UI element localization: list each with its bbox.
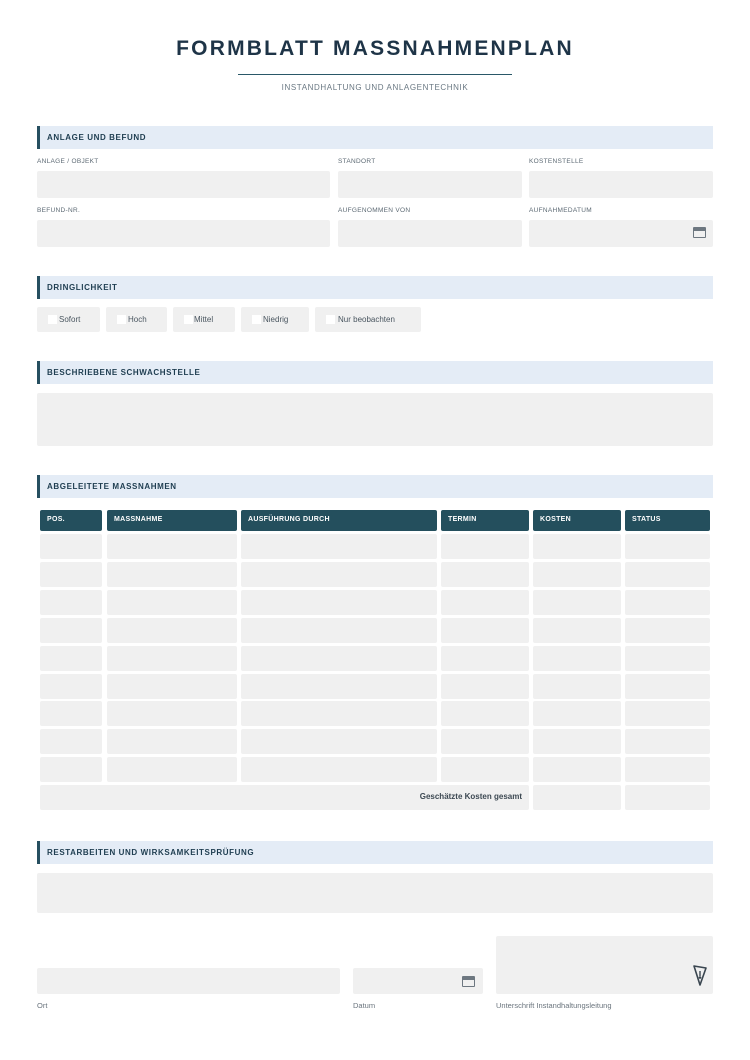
total-row-label-cell <box>40 785 529 810</box>
table-cell-ausfuehrung[interactable] <box>241 729 437 754</box>
table-cell-termin[interactable] <box>441 646 529 671</box>
table-cell-massnahme[interactable] <box>107 757 237 782</box>
urgency-option-mittel[interactable] <box>173 307 235 332</box>
table-cell-ausfuehrung[interactable] <box>241 757 437 782</box>
table-cell-pos[interactable] <box>40 701 102 726</box>
table-cell-pos[interactable] <box>40 729 102 754</box>
table-cell-massnahme[interactable] <box>107 590 237 615</box>
table-cell-termin[interactable] <box>441 562 529 587</box>
table-cell-kosten[interactable] <box>533 646 621 671</box>
column-header-label: MASSNAHME <box>114 516 163 523</box>
table-cell-ausfuehrung[interactable] <box>241 618 437 643</box>
anlage-objekt-field[interactable] <box>37 171 330 198</box>
form-subtitle: INSTANDHALTUNG UND ANLAGENTECHNIK <box>281 83 469 92</box>
ort-label: Ort <box>37 1001 48 1010</box>
urgency-checkbox[interactable] <box>117 315 126 324</box>
aufnahmedatum-label: AUFNAHMEDATUM <box>529 207 592 214</box>
table-cell-pos[interactable] <box>40 618 102 643</box>
column-header-massnahme <box>107 510 237 531</box>
standort-field[interactable] <box>338 171 522 198</box>
urgency-label: Hoch <box>128 315 147 324</box>
table-cell-status[interactable] <box>625 590 710 615</box>
total-costs-label: Geschätzte Kosten gesamt <box>419 792 522 801</box>
table-cell-kosten[interactable] <box>533 590 621 615</box>
urgency-label: Niedrig <box>263 315 289 324</box>
signature-field[interactable] <box>496 936 713 994</box>
table-cell-status[interactable] <box>625 701 710 726</box>
restarbeiten-textarea[interactable] <box>37 873 713 913</box>
urgency-checkbox[interactable] <box>184 315 193 324</box>
aufnahmedatum-field[interactable] <box>529 220 713 247</box>
table-cell-kosten[interactable] <box>533 534 621 559</box>
table-cell-ausfuehrung[interactable] <box>241 534 437 559</box>
table-cell-massnahme[interactable] <box>107 729 237 754</box>
section-header-restarbeiten <box>37 841 713 864</box>
urgency-option-hoch[interactable] <box>106 307 167 332</box>
unterschrift-label: Unterschrift Instandhaltungsleitung <box>496 1001 612 1010</box>
table-cell-massnahme[interactable] <box>107 562 237 587</box>
ort-field[interactable] <box>37 968 340 994</box>
table-cell-pos[interactable] <box>40 757 102 782</box>
table-cell-pos[interactable] <box>40 534 102 559</box>
table-cell-termin[interactable] <box>441 729 529 754</box>
table-cell-kosten[interactable] <box>533 674 621 699</box>
table-cell-ausfuehrung[interactable] <box>241 590 437 615</box>
section-title: ANLAGE UND BEFUND <box>47 133 147 142</box>
table-cell-kosten[interactable] <box>533 757 621 782</box>
total-status-cell <box>625 785 710 810</box>
table-cell-ausfuehrung[interactable] <box>241 701 437 726</box>
table-cell-termin[interactable] <box>441 757 529 782</box>
urgency-option-niedrig[interactable] <box>241 307 309 332</box>
section-header-massnahmen <box>37 475 713 498</box>
section-title: BESCHRIEBENE SCHWACHSTELLE <box>47 368 201 377</box>
urgency-label: Mittel <box>194 315 214 324</box>
table-cell-kosten[interactable] <box>533 562 621 587</box>
urgency-label: Nur beobachten <box>338 315 395 324</box>
table-cell-status[interactable] <box>625 674 710 699</box>
table-cell-massnahme[interactable] <box>107 674 237 699</box>
aufgenommen-von-field[interactable] <box>338 220 522 247</box>
total-costs-field[interactable] <box>533 785 621 810</box>
table-cell-kosten[interactable] <box>533 618 621 643</box>
urgency-checkbox[interactable] <box>48 315 57 324</box>
column-header-label: KOSTEN <box>540 516 571 523</box>
section-title: DRINGLICHKEIT <box>47 283 118 292</box>
urgency-label: Sofort <box>59 315 81 324</box>
kostenstelle-label: KOSTENSTELLE <box>529 158 584 165</box>
urgency-option-sofort[interactable] <box>37 307 100 332</box>
urgency-option-nur-beobachten[interactable] <box>315 307 421 332</box>
table-cell-kosten[interactable] <box>533 729 621 754</box>
column-header-label: TERMIN <box>448 516 477 523</box>
table-cell-kosten[interactable] <box>533 701 621 726</box>
table-cell-termin[interactable] <box>441 701 529 726</box>
table-cell-pos[interactable] <box>40 674 102 699</box>
befund-nr-label: BEFUND-NR. <box>37 207 81 214</box>
table-cell-status[interactable] <box>625 729 710 754</box>
table-cell-status[interactable] <box>625 646 710 671</box>
column-header-status <box>625 510 710 531</box>
table-cell-pos[interactable] <box>40 562 102 587</box>
column-header-label: STATUS <box>632 516 661 523</box>
column-header-ausfuehrung <box>241 510 437 531</box>
calendar-icon[interactable] <box>462 976 475 987</box>
section-header-schwachstelle <box>37 361 713 384</box>
form-title: FORMBLATT MASSNAHMENPLAN <box>176 37 574 60</box>
section-title: RESTARBEITEN UND WIRKSAMKEITSPRÜFUNG <box>47 848 255 857</box>
urgency-checkbox[interactable] <box>326 315 335 324</box>
table-cell-termin[interactable] <box>441 618 529 643</box>
section-header-anlage <box>37 126 713 149</box>
column-header-label: POS. <box>47 516 65 523</box>
table-cell-termin[interactable] <box>441 674 529 699</box>
table-cell-status[interactable] <box>625 534 710 559</box>
column-header-termin <box>441 510 529 531</box>
table-cell-ausfuehrung[interactable] <box>241 674 437 699</box>
table-cell-pos[interactable] <box>40 646 102 671</box>
section-title: ABGELEITETE MASSNAHMEN <box>47 482 177 491</box>
table-cell-pos[interactable] <box>40 590 102 615</box>
anlage-objekt-label: ANLAGE / OBJEKT <box>37 158 99 165</box>
schwachstelle-textarea[interactable] <box>37 393 713 446</box>
title-divider <box>238 74 512 75</box>
table-cell-termin[interactable] <box>441 534 529 559</box>
urgency-checkbox[interactable] <box>252 315 261 324</box>
table-cell-massnahme[interactable] <box>107 618 237 643</box>
table-cell-massnahme[interactable] <box>107 646 237 671</box>
table-cell-massnahme[interactable] <box>107 701 237 726</box>
table-cell-ausfuehrung[interactable] <box>241 562 437 587</box>
pen-icon <box>692 963 708 987</box>
kostenstelle-field[interactable] <box>529 171 713 198</box>
calendar-icon[interactable] <box>693 227 706 238</box>
section-header-dringlichkeit <box>37 276 713 299</box>
table-cell-massnahme[interactable] <box>107 534 237 559</box>
datum-label: Datum <box>353 1001 376 1010</box>
column-header-label: AUSFÜHRUNG DURCH <box>248 516 330 523</box>
aufgenommen-von-label: AUFGENOMMEN VON <box>338 207 411 214</box>
table-cell-status[interactable] <box>625 757 710 782</box>
table-cell-status[interactable] <box>625 618 710 643</box>
table-cell-status[interactable] <box>625 562 710 587</box>
befund-nr-field[interactable] <box>37 220 330 247</box>
datum-field[interactable] <box>353 968 483 994</box>
table-cell-ausfuehrung[interactable] <box>241 646 437 671</box>
column-header-pos <box>40 510 102 531</box>
table-cell-termin[interactable] <box>441 590 529 615</box>
column-header-kosten <box>533 510 621 531</box>
standort-label: STANDORT <box>338 158 376 165</box>
